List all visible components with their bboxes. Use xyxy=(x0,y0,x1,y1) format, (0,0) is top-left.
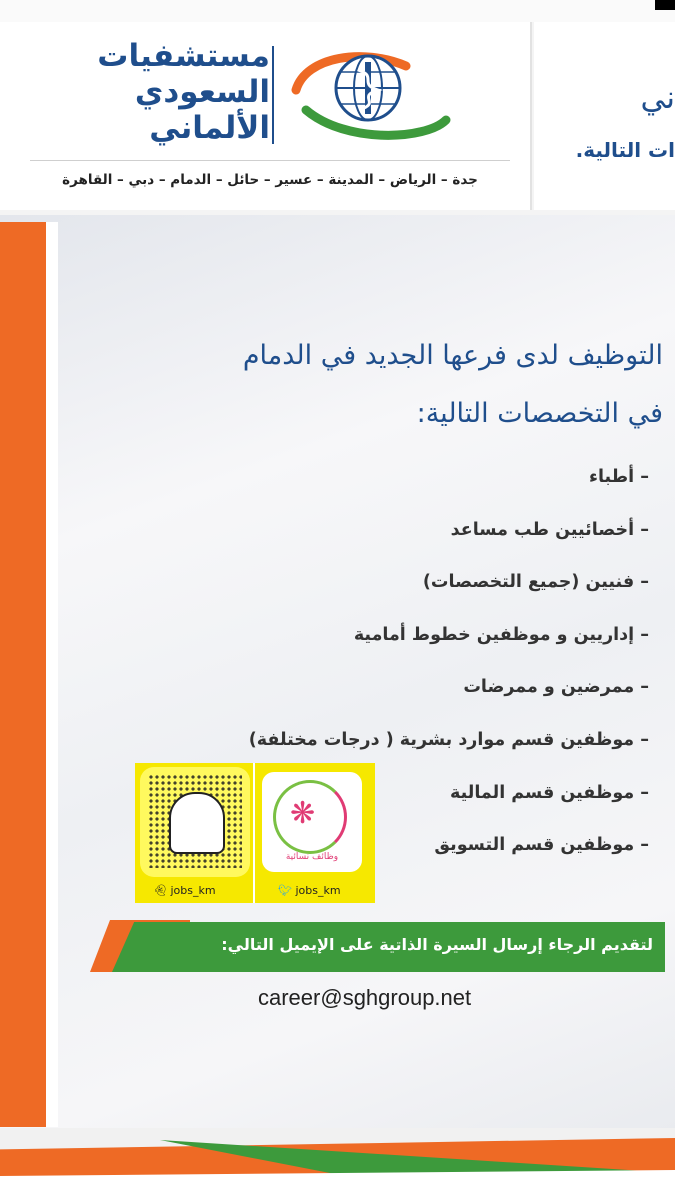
job-item: – أخصائيين طب مساعد xyxy=(450,519,649,540)
butterfly-icon: ❋ xyxy=(290,796,316,831)
twitter-handle-text: jobs_km xyxy=(295,884,341,897)
twitter-handle[interactable] xyxy=(278,884,341,897)
cta-text: لتقديم الرجاء إرسال السيرة الذاتية على الإيميل التالي: xyxy=(221,935,653,954)
job-item: – ممرضين و ممرضات xyxy=(463,677,649,698)
hospital-logo-icon xyxy=(286,48,452,144)
job-item: – فنيين (جميع التخصصات) xyxy=(422,572,649,593)
top-edge xyxy=(0,0,675,22)
white-frame xyxy=(46,222,58,1127)
snapchat-icon: 👻︎ xyxy=(153,884,167,897)
hospital-name-line-1: مستشفيات xyxy=(97,38,270,74)
intro-line-1: التوظيف لدى فرعها الجديد في الدمام xyxy=(242,340,663,371)
social-separator xyxy=(253,763,255,903)
apply-email[interactable]: career@sghgroup.net xyxy=(258,985,472,1010)
job-item: – إداريين و موظفين خطوط أمامية xyxy=(353,624,649,645)
job-item: – أطباء xyxy=(589,467,649,487)
cropped-subheading-fragment: ات التالية. xyxy=(575,138,675,162)
header-divider xyxy=(30,160,510,161)
cropped-heading-fragment: ني xyxy=(640,80,675,116)
twitter-icon: 🐦︎ xyxy=(278,884,292,897)
snapchat-handle-text: jobs_km xyxy=(170,884,216,897)
brand-logo-text: وظائف نسائية xyxy=(285,852,339,862)
hospital-name-line-2: السعودي xyxy=(134,74,270,110)
snapchat-handle[interactable] xyxy=(153,884,216,897)
intro-line-2: في التخصصات التالية: xyxy=(416,398,663,429)
job-item: – موظفين قسم موارد بشرية ( درجات مختلفة) xyxy=(248,729,649,750)
branch-cities: جدة – الرياض – المدينة – عسير – حائل – الدمام – دبي – القاهرة xyxy=(62,172,478,188)
hospital-name-line-3: الألماني xyxy=(149,110,270,146)
header-right-card xyxy=(534,22,675,210)
orange-side-bar xyxy=(0,222,46,1127)
hospital-name xyxy=(97,38,270,146)
job-item: – موظفين قسم المالية xyxy=(450,782,649,803)
name-divider xyxy=(272,46,274,144)
job-item: – موظفين قسم التسويق xyxy=(434,835,649,856)
snapchat-ghost-icon xyxy=(169,792,225,854)
top-edge-corner xyxy=(655,0,675,10)
